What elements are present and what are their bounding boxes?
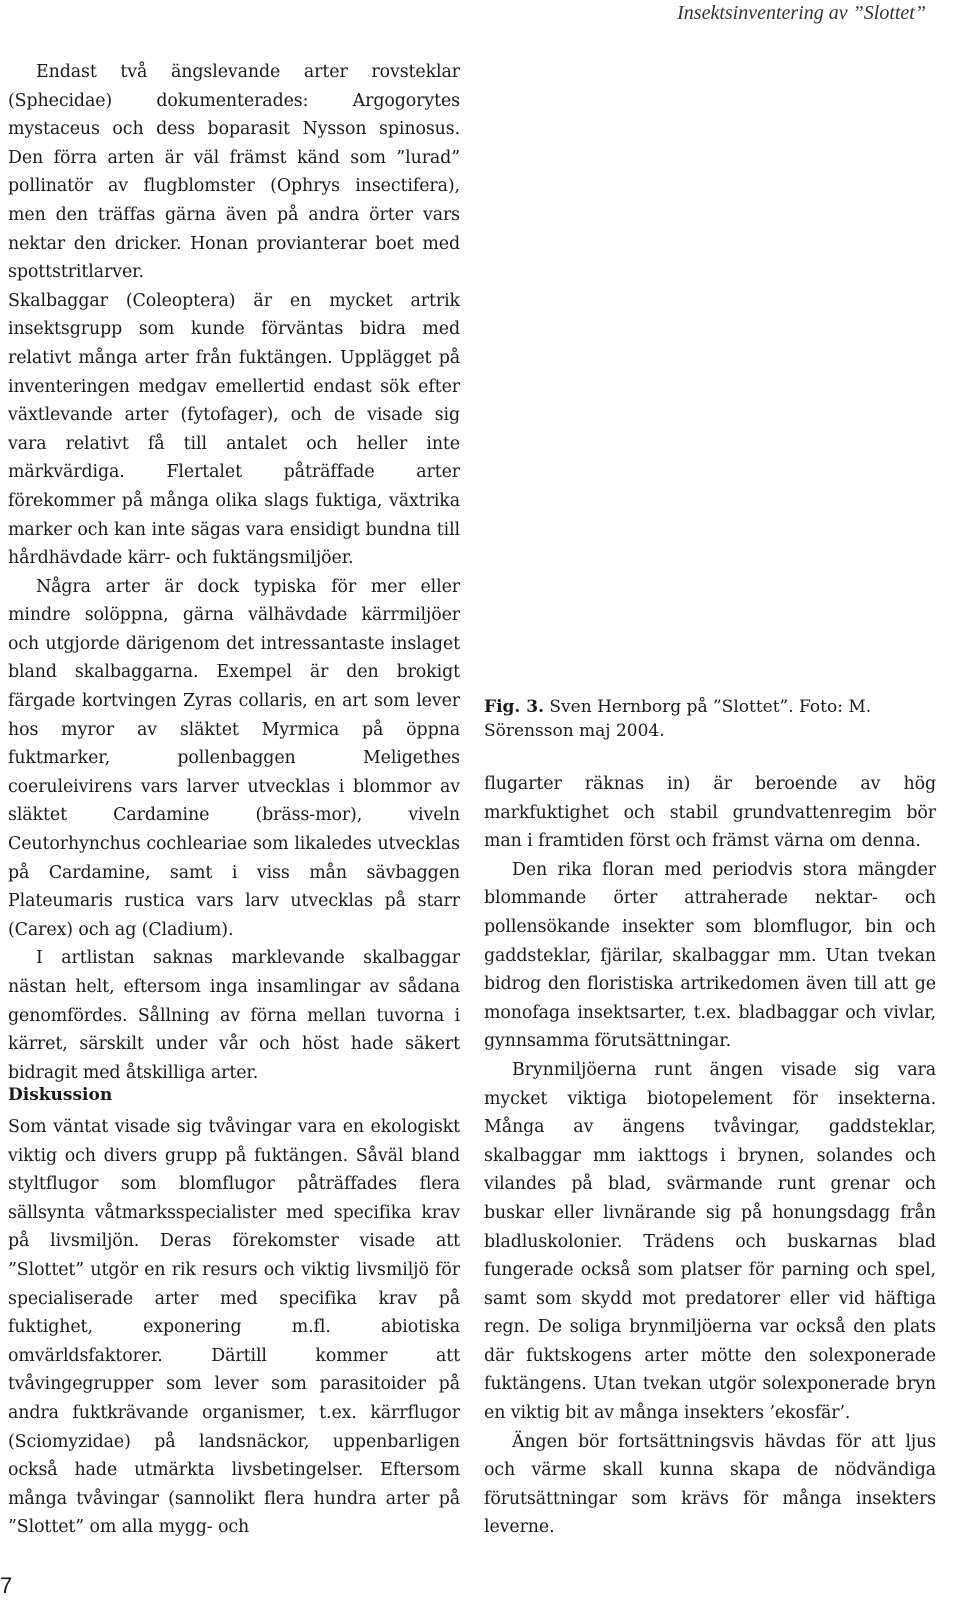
paragraph-species-list: I artlistan saknas marklevande skalbaggar nästan helt, eftersom inga insamlingar av sådana genomfördes. Sållning av förna mellan tuvorna i kärret, särskilt under vår och höst hade säkert bidragit med åtskilliga arter. [8,948,460,1083]
discussion-heading: Diskussion [8,1085,113,1105]
paragraph-edge-habitats: Brynmiljöerna runt ängen visade sig vara mycket viktiga biotopelement för insekterna. Många av ängens tvåvingar, gaddsteklar, skalbaggar mm iakttogs i brynen, solandes och vilandes på blad, svärmande runt grenar och buskar eller livnärande sig på honungsdagg från bladluskolonier. Trädens och buskarnas blad fungerade också som platser för parning och spel, samt som skydd mot predatorer eller vid häftiga regn. De soliga brynmiljöerna var också den plats där fuktskogens arter mötte den solexponerade fuktängens. Utan tvekan utgör solexponerade bryn en viktig bit av många insekters ’ekosfär’. [484,1059,936,1424]
figure-label: Fig. 3. [484,697,544,717]
discussion-paragraph: Som väntat visade sig tvåvingar vara en ekologiskt viktig och divers grupp på fuktängen. Såväl bland styltflugor som blomflugor påträffades flera sällsynta våtmarksspecialister med specifika krav på livsmiljön. Deras förekomster visade att ”Slottet” utgör en rik resurs och viktig livsmiljö för specialiserade arter med specifika krav på fuktighet, exponering m.fl. abiotiska omvärldsfaktorer. Därtill kommer att tvåvingegrupper som lever som parasitoider på andra fuktkrävande organismer, t.ex. kärrflugor (Sciomyzidae) på landsnäckor, uppenbarligen också hade utmärkta livsbetingelser. Eftersom många tvåvingar (sannolikt flera hundra arter på ”Slottet” om alla mygg- och [8,1117,460,1538]
paragraph-sphecidae: Endast två ängslevande arter rovsteklar (Sphecidae) dokumenterades: Argogorytes mystaceus och dess boparasit Nysson spinosus. Den förra arten är väl främst känd som ”lurad” pollinatör av flugblomster (Ophrys insectifera), men den träffas gärna även på andra örter vars nektar den dricker. Honan provianterar boet med spottstritlarver. [8,62,460,283]
figure-caption-text: Sven Hernborg på ”Slottet”. Foto: M. Sörensson maj 2004. [484,697,872,741]
running-header: Insektsinventering av ”Slottet” [677,2,926,24]
paragraph-coleoptera: Skalbaggar (Coleoptera) är en mycket artrik insektsgrupp som kunde förväntas bidra med relativt många arter från fuktängen. Upplägget på inventeringen medgav emellertid endast sök efter växtlevande arter (fytofager), och de visade sig vara relativt få till antalet och heller inte märkvärdiga. Flertalet påträffade arter förekommer på många olika slags fuktiga, växtrika marker och kan inte sägas vara ensidigt bundna till hårdhävdade kärr- och fuktängsmiljöer. [8,290,460,569]
page-number: 7 [0,1573,13,1598]
figure-caption [484,695,936,743]
paragraph-flora: Den rika floran med periodvis stora mängder blommande örter attraherade nektar- och pollensökande insekter som blomflugor, bin och gaddsteklar, fjärilar, skalbaggar mm. Utan tvekan bidrog den floristiska artrikedomen även till att ge monofaga insektsarter, t.ex. bladbaggar och vivlar, gynnsamma förutsättningar. [484,859,936,1052]
paragraph-continuation: flugarter räknas in) är beroende av hög markfuktighet och stabil grundvattenregim bör man i framtiden först och främst värna om denna. [484,774,936,852]
paragraph-conclusion: Ängen bör fortsättningsvis hävdas för att ljus och värme skall kunna skapa de nödvändiga förutsättningar som krävs för många insekters leverne. [484,1431,936,1538]
right-column [484,770,936,1542]
paragraph-typical-species: Några arter är dock typiska för mer eller mindre solöppna, gärna välhävdade kärrmiljöer och utgjorde därigenom det intressantaste inslaget bland skalbaggarna. Exempel är den brokigt färgade kortvingen Zyras collaris, en art som lever hos myror av släktet Myrmica på öppna fuktmarker, pollenbaggen Meligethes coeruleivirens vars larver utvecklas i blommor av släktet Cardamine (bräss-mor), viveln Ceutorhynchus cochleariae som likaledes utvecklas på Cardamine, samt i viss mån sävbaggen Plateumaris rustica vars larv utvecklas på starr (Carex) och ag (Cladium). [8,576,460,940]
left-column [8,58,460,1087]
